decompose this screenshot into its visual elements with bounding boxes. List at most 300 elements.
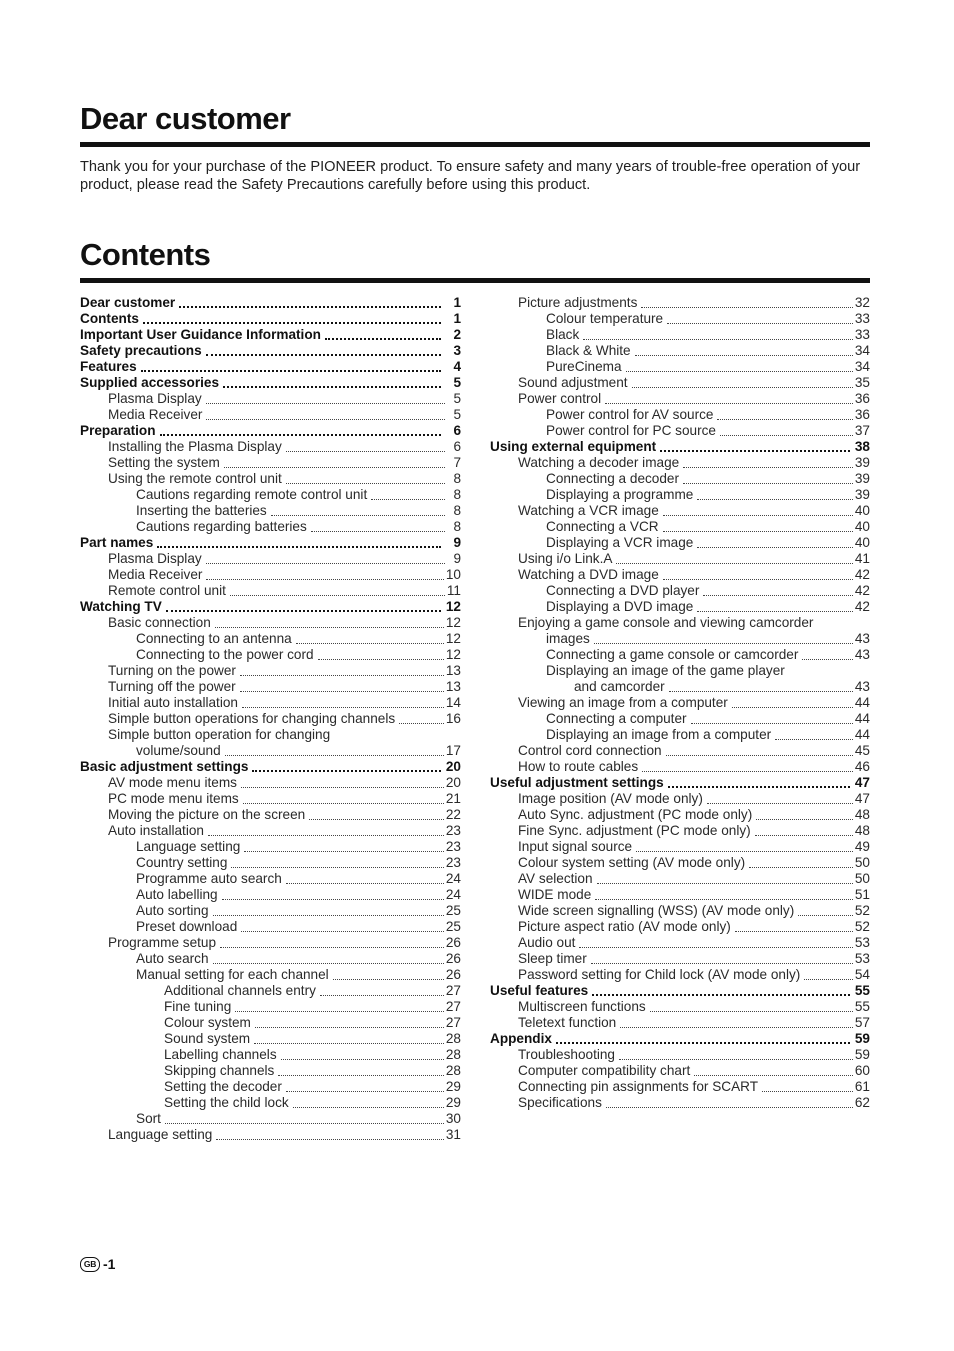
toc-entry-title: Connecting to an antenna — [136, 631, 292, 646]
toc-entry — [80, 535, 461, 551]
toc-entry-page: 28 — [445, 1047, 461, 1062]
toc-entry-title: Moving the picture on the screen — [108, 807, 306, 822]
contents-rule — [80, 278, 870, 283]
dot-leader — [579, 947, 852, 948]
dot-leader — [669, 691, 853, 692]
dot-leader — [641, 307, 852, 308]
toc-entry — [490, 439, 870, 455]
dot-leader — [281, 1059, 444, 1060]
dot-leader — [663, 515, 853, 516]
toc-entry-page: 54 — [854, 967, 870, 982]
toc-entry — [490, 615, 870, 631]
toc-entry-page: 50 — [854, 855, 870, 870]
dot-leader — [325, 338, 441, 340]
toc-entry-title: Useful features — [490, 983, 589, 998]
toc-entry-title: Contents — [80, 311, 139, 326]
toc-entry-page: 53 — [854, 951, 870, 966]
toc-entry — [80, 407, 461, 423]
toc-entry-page: 55 — [854, 999, 870, 1014]
toc-entry — [490, 791, 870, 807]
toc-entry-title: Sleep timer — [518, 951, 587, 966]
dot-leader — [309, 819, 444, 820]
toc-entry — [80, 839, 461, 855]
toc-left-column — [80, 295, 461, 1143]
toc-entry — [490, 1047, 870, 1063]
toc-entry-page: 8 — [453, 471, 461, 486]
dot-leader — [775, 739, 853, 740]
toc-entry-title: Skipping channels — [164, 1063, 275, 1078]
toc-entry-title: Power control for AV source — [546, 407, 714, 422]
toc-entry-title: Preparation — [80, 423, 156, 438]
toc-entry-page: 3 — [453, 343, 461, 358]
dot-leader — [179, 306, 441, 308]
dot-leader — [399, 723, 444, 724]
toc-entry-title: Setting the child lock — [164, 1095, 289, 1110]
toc-entry — [80, 1127, 461, 1143]
toc-entry-page: 29 — [445, 1079, 461, 1094]
dot-leader — [224, 467, 445, 468]
toc-entry — [490, 647, 870, 663]
toc-entry-title: Picture adjustments — [518, 295, 638, 310]
dot-leader — [620, 1027, 853, 1028]
toc-entry — [80, 1047, 461, 1063]
dot-leader — [619, 1059, 853, 1060]
toc-entry — [490, 695, 870, 711]
toc-entry-title: Displaying a DVD image — [546, 599, 694, 614]
toc-entry-title: Auto sorting — [136, 903, 209, 918]
toc-entry — [80, 727, 461, 743]
toc-entry — [490, 711, 870, 727]
toc-entry-page: 33 — [854, 311, 870, 326]
toc-entry-page: 42 — [854, 567, 870, 582]
toc-entry-title: Password setting for Child lock (AV mode only) — [518, 967, 801, 982]
toc-entry — [80, 663, 461, 679]
dot-leader — [206, 563, 445, 564]
toc-entry-page: 41 — [854, 551, 870, 566]
toc-entry — [80, 359, 461, 375]
toc-entry-title: AV selection — [518, 871, 593, 886]
toc-entry — [80, 951, 461, 967]
toc-entry-title: and camcorder — [574, 679, 665, 694]
dot-leader — [157, 546, 441, 548]
toc-entry-page: 48 — [854, 823, 870, 838]
toc-entry-title: Power control for PC source — [546, 423, 716, 438]
toc-entry-page: 43 — [854, 679, 870, 694]
toc-entry-page: 23 — [445, 823, 461, 838]
toc-entry-title: Connecting a game console or camcorder — [546, 647, 799, 662]
dot-leader — [141, 370, 441, 372]
dot-leader — [311, 531, 445, 532]
toc-entry-page: 39 — [854, 471, 870, 486]
toc-entry-page: 5 — [453, 407, 461, 422]
dot-leader — [241, 787, 444, 788]
toc-entry-title: Media Receiver — [108, 407, 203, 422]
toc-entry-page: 25 — [445, 903, 461, 918]
dot-leader — [595, 899, 853, 900]
toc-entry-page: 52 — [854, 903, 870, 918]
toc-entry — [80, 295, 461, 311]
toc-entry-page: 30 — [445, 1111, 461, 1126]
toc-entry-page: 49 — [854, 839, 870, 854]
toc-entry-page: 9 — [453, 551, 461, 566]
dot-leader — [223, 386, 441, 388]
toc-entry-page: 11 — [446, 583, 461, 598]
toc-entry-title: Sort — [136, 1111, 161, 1126]
toc-entry-title: Cautions regarding remote control unit — [136, 487, 368, 502]
toc-entry-page: 31 — [445, 1127, 461, 1142]
toc-entry-title: Enjoying a game console and viewing camcorder — [518, 615, 814, 630]
toc-entry-page: 62 — [854, 1095, 870, 1110]
dot-leader — [222, 899, 444, 900]
toc-entry — [80, 375, 461, 391]
dot-leader — [642, 771, 853, 772]
toc-entry-page: 52 — [854, 919, 870, 934]
toc-entry-page: 40 — [854, 519, 870, 534]
toc-entry-page: 13 — [445, 679, 461, 694]
toc-entry-title: Using i/o Link.A — [518, 551, 613, 566]
toc-entry-title: Preset download — [136, 919, 238, 934]
dot-leader — [286, 883, 444, 884]
toc-entry — [80, 615, 461, 631]
page-footer — [80, 1256, 115, 1272]
page-number: -1 — [103, 1256, 116, 1272]
dot-leader — [583, 339, 853, 340]
dot-leader — [320, 995, 444, 996]
toc-entry-page: 20 — [445, 775, 461, 790]
toc-entry — [490, 727, 870, 743]
dot-leader — [220, 947, 444, 948]
toc-entry — [490, 1015, 870, 1031]
toc-entry — [490, 775, 870, 791]
toc-entry-page: 14 — [445, 695, 461, 710]
dot-leader — [240, 691, 444, 692]
toc-entry-title: Displaying a programme — [546, 487, 694, 502]
dot-leader — [241, 931, 444, 932]
dot-leader — [635, 355, 853, 356]
dot-leader — [160, 434, 441, 436]
dot-leader — [165, 1123, 444, 1124]
dot-leader — [556, 1042, 850, 1044]
region-badge: GB — [80, 1257, 100, 1272]
toc-entry-title: Dear customer — [80, 295, 176, 310]
dot-leader — [683, 483, 853, 484]
toc-entry-title: Computer compatibility chart — [518, 1063, 691, 1078]
toc-entry-page: 45 — [854, 743, 870, 758]
toc-entry-page: 17 — [445, 743, 461, 758]
dot-leader — [668, 786, 850, 788]
toc-entry-page: 12 — [445, 599, 461, 614]
toc-entry — [490, 919, 870, 935]
dot-leader — [616, 563, 852, 564]
toc-entry-page: 42 — [854, 599, 870, 614]
toc-entry-title: Watching TV — [80, 599, 162, 614]
toc-entry-page: 55 — [854, 983, 870, 998]
toc-entry-title: Cautions regarding batteries — [136, 519, 307, 534]
toc-entry — [490, 391, 870, 407]
dot-leader — [804, 979, 853, 980]
dot-leader — [697, 547, 853, 548]
toc-entry — [490, 535, 870, 551]
toc-entry-page: 44 — [854, 695, 870, 710]
toc-entry — [80, 567, 461, 583]
toc-entry — [490, 679, 870, 695]
toc-entry-title: Country setting — [136, 855, 228, 870]
toc-entry-page: 12 — [445, 615, 461, 630]
toc-entry — [490, 599, 870, 615]
toc-entry — [80, 311, 461, 327]
toc-entry — [80, 711, 461, 727]
toc-entry-page: 46 — [854, 759, 870, 774]
toc-entry-page: 61 — [854, 1079, 870, 1094]
toc-entry-title: Setting the decoder — [164, 1079, 282, 1094]
toc-entry-title: Safety precautions — [80, 343, 202, 358]
toc-entry-page: 1 — [453, 295, 461, 310]
toc-entry-title: Auto Sync. adjustment (PC mode only) — [518, 807, 753, 822]
toc-entry-title: Connecting a computer — [546, 711, 687, 726]
toc-entry — [490, 295, 870, 311]
toc-entry-title: Image position (AV mode only) — [518, 791, 703, 806]
toc-entry-page: 16 — [445, 711, 461, 726]
dot-leader — [252, 770, 441, 772]
toc-entry — [490, 487, 870, 503]
dot-leader — [296, 643, 444, 644]
toc-entry-page: 36 — [854, 407, 870, 422]
toc-entry-title: Initial auto installation — [108, 695, 238, 710]
toc-entry-page: 21 — [445, 791, 461, 806]
toc-entry — [80, 823, 461, 839]
toc-entry-page: 38 — [854, 439, 870, 454]
toc-entry-page: 1 — [453, 311, 461, 326]
toc-entry-page: 8 — [453, 519, 461, 534]
toc-entry — [490, 407, 870, 423]
dot-leader — [216, 1139, 444, 1140]
dot-leader — [254, 1043, 444, 1044]
toc-entry-title: Basic adjustment settings — [80, 759, 249, 774]
toc-entry — [80, 695, 461, 711]
toc-entry-page: 27 — [445, 999, 461, 1014]
dot-leader — [697, 499, 853, 500]
toc-entry-title: Auto installation — [108, 823, 204, 838]
dear-customer-heading: Dear customer — [80, 101, 291, 136]
toc-entry — [490, 311, 870, 327]
dot-leader — [235, 1011, 444, 1012]
toc-entry — [490, 983, 870, 999]
toc-entry — [80, 1031, 461, 1047]
toc-entry — [80, 743, 461, 759]
toc-entry-page: 25 — [445, 919, 461, 934]
toc-entry-title: Setting the system — [108, 455, 220, 470]
toc-entry-title: PureCinema — [546, 359, 622, 374]
toc-entry — [490, 1063, 870, 1079]
toc-entry-page: 47 — [854, 791, 870, 806]
dot-leader — [691, 723, 853, 724]
dot-leader — [213, 963, 444, 964]
toc-entry-title: Black & White — [546, 343, 631, 358]
toc-entry-page: 27 — [445, 1015, 461, 1030]
toc-entry — [80, 1079, 461, 1095]
toc-entry-page: 29 — [445, 1095, 461, 1110]
toc-entry — [80, 391, 461, 407]
toc-entry-title: Auto labelling — [136, 887, 218, 902]
dot-leader — [371, 499, 445, 500]
toc-entry-page: 7 — [453, 455, 461, 470]
toc-entry — [80, 887, 461, 903]
toc-entry-title: Basic connection — [108, 615, 211, 630]
toc-entry — [490, 823, 870, 839]
toc-entry-title: Connecting a DVD player — [546, 583, 700, 598]
toc-entry — [80, 519, 461, 535]
toc-entry-page: 24 — [445, 871, 461, 886]
toc-entry-page: 57 — [854, 1015, 870, 1030]
dot-leader — [663, 579, 853, 580]
toc-entry-title: Using the remote control unit — [108, 471, 282, 486]
dot-leader — [206, 403, 445, 404]
dot-leader — [143, 322, 441, 324]
toc-entry-page: 5 — [453, 391, 461, 406]
toc-entry-title: images — [546, 631, 590, 646]
dot-leader — [293, 1107, 444, 1108]
dot-leader — [244, 851, 444, 852]
toc-entry-title: Input signal source — [518, 839, 633, 854]
toc-entry-title: Watching a DVD image — [518, 567, 659, 582]
toc-entry — [490, 967, 870, 983]
toc-entry-page: 8 — [453, 503, 461, 518]
dot-leader — [255, 1027, 444, 1028]
toc-entry-page: 44 — [854, 727, 870, 742]
dot-leader — [667, 323, 853, 324]
toc-entry-title: Supplied accessories — [80, 375, 220, 390]
dot-leader — [230, 595, 445, 596]
toc-entry — [490, 807, 870, 823]
toc-entry-title: PC mode menu items — [108, 791, 239, 806]
dot-leader — [694, 1075, 853, 1076]
toc-entry-page: 4 — [453, 359, 461, 374]
toc-entry-page: 9 — [453, 535, 461, 550]
dot-leader — [240, 675, 444, 676]
dot-leader — [594, 643, 853, 644]
dot-leader — [208, 835, 444, 836]
toc-entry — [490, 855, 870, 871]
toc-entry — [490, 887, 870, 903]
dot-leader — [592, 994, 850, 996]
toc-entry — [80, 343, 461, 359]
toc-entry-title: Language setting — [108, 1127, 213, 1142]
dot-leader — [683, 467, 853, 468]
dot-leader — [225, 755, 444, 756]
dot-leader — [720, 435, 853, 436]
toc-entry — [490, 871, 870, 887]
toc-entry-title: Audio out — [518, 935, 576, 950]
toc-entry — [490, 903, 870, 919]
toc-entry — [80, 471, 461, 487]
toc-entry-title: Installing the Plasma Display — [108, 439, 282, 454]
toc-entry — [80, 967, 461, 983]
toc-entry-title: Colour system — [164, 1015, 251, 1030]
toc-entry-page: 20 — [445, 759, 461, 774]
toc-entry-title: Control cord connection — [518, 743, 662, 758]
toc-entry-page: 35 — [854, 375, 870, 390]
dot-leader — [597, 883, 853, 884]
toc-entry — [490, 567, 870, 583]
toc-entry-page: 43 — [854, 647, 870, 662]
toc-entry — [80, 999, 461, 1015]
toc-entry — [80, 759, 461, 775]
toc-entry-title: Fine Sync. adjustment (PC mode only) — [518, 823, 751, 838]
toc-entry-page: 27 — [445, 983, 461, 998]
toc-entry-page: 28 — [445, 1031, 461, 1046]
toc-entry-page: 50 — [854, 871, 870, 886]
toc-entry — [80, 423, 461, 439]
toc-entry-page: 2 — [453, 327, 461, 342]
toc-entry — [80, 631, 461, 647]
toc-entry — [490, 839, 870, 855]
toc-entry — [80, 935, 461, 951]
toc-entry — [80, 487, 461, 503]
dot-leader — [802, 659, 853, 660]
toc-entry-title: Programme setup — [108, 935, 217, 950]
toc-entry-page: 33 — [854, 327, 870, 342]
toc-entry-title: Plasma Display — [108, 551, 202, 566]
dot-leader — [749, 867, 853, 868]
toc-entry-title: WIDE mode — [518, 887, 592, 902]
toc-entry-title: Power control — [518, 391, 602, 406]
toc-entry-title: Using external equipment — [490, 439, 657, 454]
toc-entry-title: Connecting a decoder — [546, 471, 680, 486]
dot-leader — [318, 659, 444, 660]
dot-leader — [762, 1091, 853, 1092]
toc-entry-title: Teletext function — [518, 1015, 617, 1030]
dot-leader — [213, 915, 444, 916]
dot-leader — [206, 354, 441, 356]
toc-entry-title: Useful adjustment settings — [490, 775, 664, 790]
toc-entry — [490, 327, 870, 343]
dot-leader — [271, 515, 445, 516]
toc-entry-title: Turning off the power — [108, 679, 236, 694]
toc-entry-title: Important User Guidance Information — [80, 327, 321, 342]
toc-entry-title: Manual setting for each channel — [136, 967, 329, 982]
dot-leader — [166, 610, 441, 612]
toc-entry — [490, 1079, 870, 1095]
toc-entry — [490, 359, 870, 375]
toc-entry-page: 12 — [445, 631, 461, 646]
toc-entry-page: 40 — [854, 535, 870, 550]
contents-heading: Contents — [80, 237, 211, 272]
toc-entry-title: Features — [80, 359, 137, 374]
toc-entry-page: 43 — [854, 631, 870, 646]
toc-entry-title: Inserting the batteries — [136, 503, 267, 518]
toc-entry-title: Media Receiver — [108, 567, 203, 582]
toc-entry-page: 24 — [445, 887, 461, 902]
toc-entry-page: 6 — [453, 439, 461, 454]
toc-entry-page: 34 — [854, 359, 870, 374]
toc-entry-title: Watching a VCR image — [518, 503, 659, 518]
dot-leader — [632, 387, 853, 388]
dot-leader — [591, 963, 853, 964]
toc-entry — [490, 519, 870, 535]
toc-entry-title: volume/sound — [136, 743, 221, 758]
toc-entry-page: 60 — [854, 1063, 870, 1078]
toc-entry-page: 59 — [854, 1047, 870, 1062]
toc-entry-page: 37 — [854, 423, 870, 438]
dot-leader — [626, 371, 853, 372]
toc-entry — [490, 343, 870, 359]
toc-entry — [80, 983, 461, 999]
toc-entry — [80, 775, 461, 791]
toc-right-column — [490, 295, 870, 1111]
dot-leader — [242, 707, 444, 708]
toc-entry-page: 8 — [453, 487, 461, 502]
toc-entry-title: Specifications — [518, 1095, 602, 1110]
